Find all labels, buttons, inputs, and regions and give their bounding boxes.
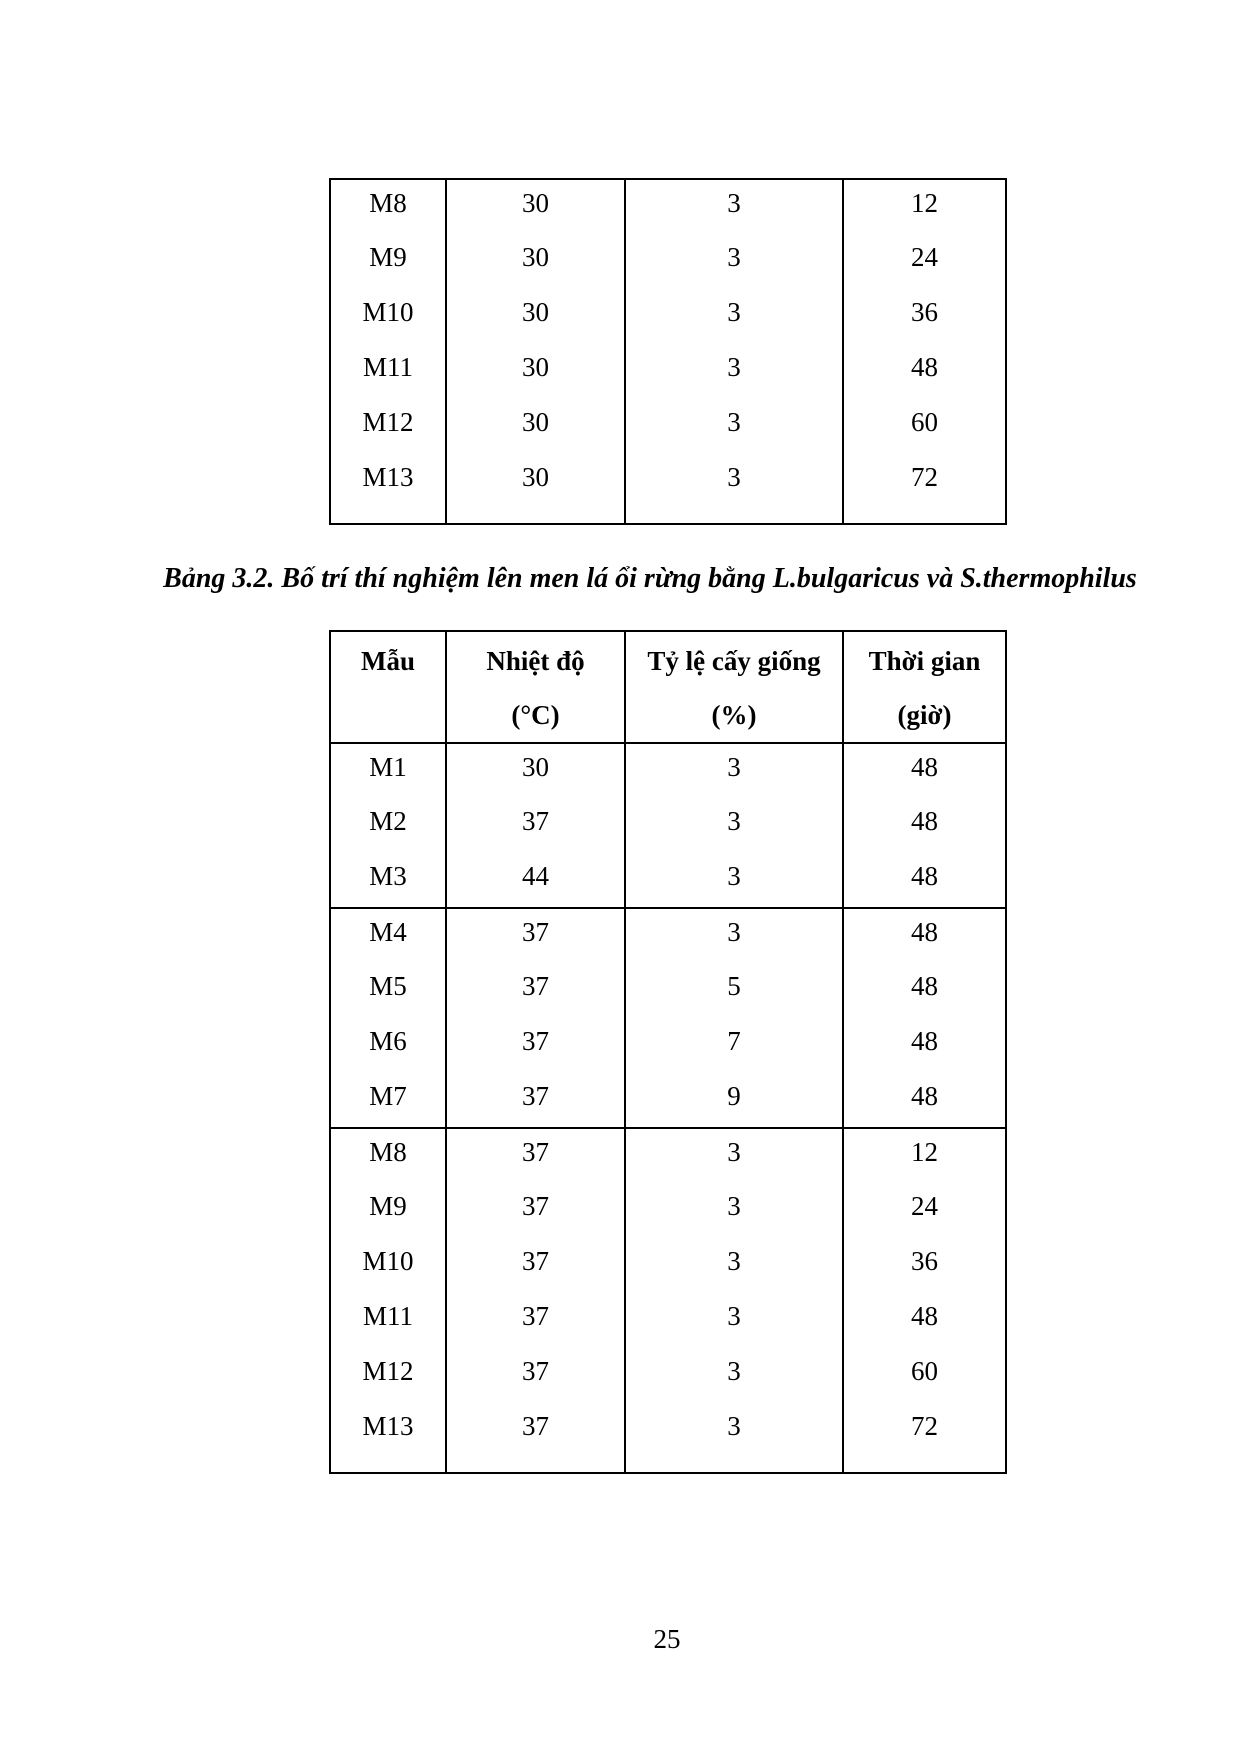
- cell-sample: M8: [330, 1128, 446, 1183]
- cell-time: 12: [843, 1128, 1006, 1183]
- table-row: [330, 1403, 1006, 1473]
- cell-time: 48: [843, 344, 1006, 399]
- cell-sample: M7: [330, 1073, 446, 1128]
- header-time: [843, 631, 1006, 743]
- header-temperature-unit: (°C): [511, 700, 560, 730]
- cell-ratio: 3: [625, 1183, 843, 1238]
- cell-temperature: 37: [446, 963, 625, 1018]
- cell-ratio: 3: [625, 179, 843, 234]
- table-row: [330, 1348, 1006, 1403]
- cell-sample: M2: [330, 798, 446, 853]
- table-header-row: [330, 631, 1006, 743]
- table-row: [330, 1018, 1006, 1073]
- header-temperature-label: Nhiệt độ: [486, 646, 585, 676]
- cell-temperature: 30: [446, 234, 625, 289]
- cell-sample: M10: [330, 1238, 446, 1293]
- cell-temperature: 30: [446, 344, 625, 399]
- cell-time: 72: [843, 454, 1006, 524]
- cell-temperature: 37: [446, 1073, 625, 1128]
- cell-time: 48: [843, 1018, 1006, 1073]
- cell-temperature: 37: [446, 798, 625, 853]
- table-row: [330, 743, 1006, 798]
- cell-time: 24: [843, 1183, 1006, 1238]
- table-row: [330, 1238, 1006, 1293]
- cell-sample: M11: [330, 344, 446, 399]
- cell-ratio: 3: [625, 399, 843, 454]
- header-ratio-unit: (%): [711, 700, 757, 730]
- table-row: [330, 1073, 1006, 1128]
- table-row: [330, 908, 1006, 963]
- cell-time: 48: [843, 798, 1006, 853]
- cell-time: 48: [843, 743, 1006, 798]
- cell-temperature: 37: [446, 1348, 625, 1403]
- cell-temperature: 30: [446, 454, 625, 524]
- cell-time: 24: [843, 234, 1006, 289]
- table-row: [330, 179, 1006, 234]
- cell-time: 48: [843, 963, 1006, 1018]
- table-row: [330, 1128, 1006, 1183]
- cell-ratio: 3: [625, 1238, 843, 1293]
- cell-temperature: 37: [446, 1128, 625, 1183]
- table-row: [330, 963, 1006, 1018]
- table-row: [330, 289, 1006, 344]
- cell-temperature: 44: [446, 853, 625, 908]
- table-row: [330, 399, 1006, 454]
- cell-temperature: 30: [446, 289, 625, 344]
- cell-time: 36: [843, 289, 1006, 344]
- cell-ratio: 3: [625, 798, 843, 853]
- cell-temperature: 37: [446, 1018, 625, 1073]
- header-time-unit: (giờ): [897, 700, 952, 730]
- cell-sample: M12: [330, 1348, 446, 1403]
- cell-temperature: 30: [446, 743, 625, 798]
- table-row: [330, 853, 1006, 908]
- page-number: 25: [653, 1624, 681, 1654]
- cell-sample: M9: [330, 1183, 446, 1238]
- cell-time: 48: [843, 908, 1006, 963]
- cell-ratio: 3: [625, 344, 843, 399]
- cell-time: 48: [843, 853, 1006, 908]
- main-table: [329, 630, 1007, 1474]
- cell-sample: M9: [330, 234, 446, 289]
- cell-temperature: 37: [446, 908, 625, 963]
- cell-ratio: 3: [625, 743, 843, 798]
- cell-time: 60: [843, 399, 1006, 454]
- cell-ratio: 3: [625, 234, 843, 289]
- header-sample: Mẫu: [330, 631, 446, 743]
- continuation-table: [329, 178, 1007, 525]
- table-row: [330, 344, 1006, 399]
- table-row: [330, 234, 1006, 289]
- cell-ratio: 3: [625, 908, 843, 963]
- table-row: [330, 1293, 1006, 1348]
- cell-sample: M8: [330, 179, 446, 234]
- cell-sample: M12: [330, 399, 446, 454]
- cell-ratio: 3: [625, 1293, 843, 1348]
- cell-ratio: 5: [625, 963, 843, 1018]
- cell-sample: M5: [330, 963, 446, 1018]
- table-row: [330, 454, 1006, 524]
- cell-ratio: 3: [625, 289, 843, 344]
- cell-sample: M6: [330, 1018, 446, 1073]
- cell-time: 72: [843, 1403, 1006, 1473]
- cell-ratio: 3: [625, 454, 843, 524]
- cell-time: 60: [843, 1348, 1006, 1403]
- table-row: [330, 798, 1006, 853]
- cell-sample: M13: [330, 454, 446, 524]
- table-row: [330, 1183, 1006, 1238]
- cell-ratio: 9: [625, 1073, 843, 1128]
- cell-time: 12: [843, 179, 1006, 234]
- cell-time: 36: [843, 1238, 1006, 1293]
- cell-ratio: 3: [625, 1348, 843, 1403]
- header-time-label: Thời gian: [868, 646, 981, 676]
- header-ratio: [625, 631, 843, 743]
- cell-sample: M13: [330, 1403, 446, 1473]
- cell-sample: M3: [330, 853, 446, 908]
- cell-time: 48: [843, 1073, 1006, 1128]
- cell-temperature: 37: [446, 1238, 625, 1293]
- cell-time: 48: [843, 1293, 1006, 1348]
- cell-temperature: 37: [446, 1183, 625, 1238]
- header-ratio-label: Tỷ lệ cấy giống: [647, 646, 821, 676]
- table-caption: Bảng 3.2. Bố trí thí nghiệm lên men lá ổi rừng bằng L.bulgaricus và S.thermophilus: [163, 563, 1137, 594]
- cell-ratio: 3: [625, 1128, 843, 1183]
- header-temperature: [446, 631, 625, 743]
- cell-sample: M4: [330, 908, 446, 963]
- cell-ratio: 3: [625, 1403, 843, 1473]
- cell-sample: M11: [330, 1293, 446, 1348]
- cell-temperature: 30: [446, 179, 625, 234]
- cell-temperature: 37: [446, 1293, 625, 1348]
- cell-ratio: 3: [625, 853, 843, 908]
- cell-temperature: 37: [446, 1403, 625, 1473]
- cell-sample: M1: [330, 743, 446, 798]
- cell-temperature: 30: [446, 399, 625, 454]
- cell-ratio: 7: [625, 1018, 843, 1073]
- cell-sample: M10: [330, 289, 446, 344]
